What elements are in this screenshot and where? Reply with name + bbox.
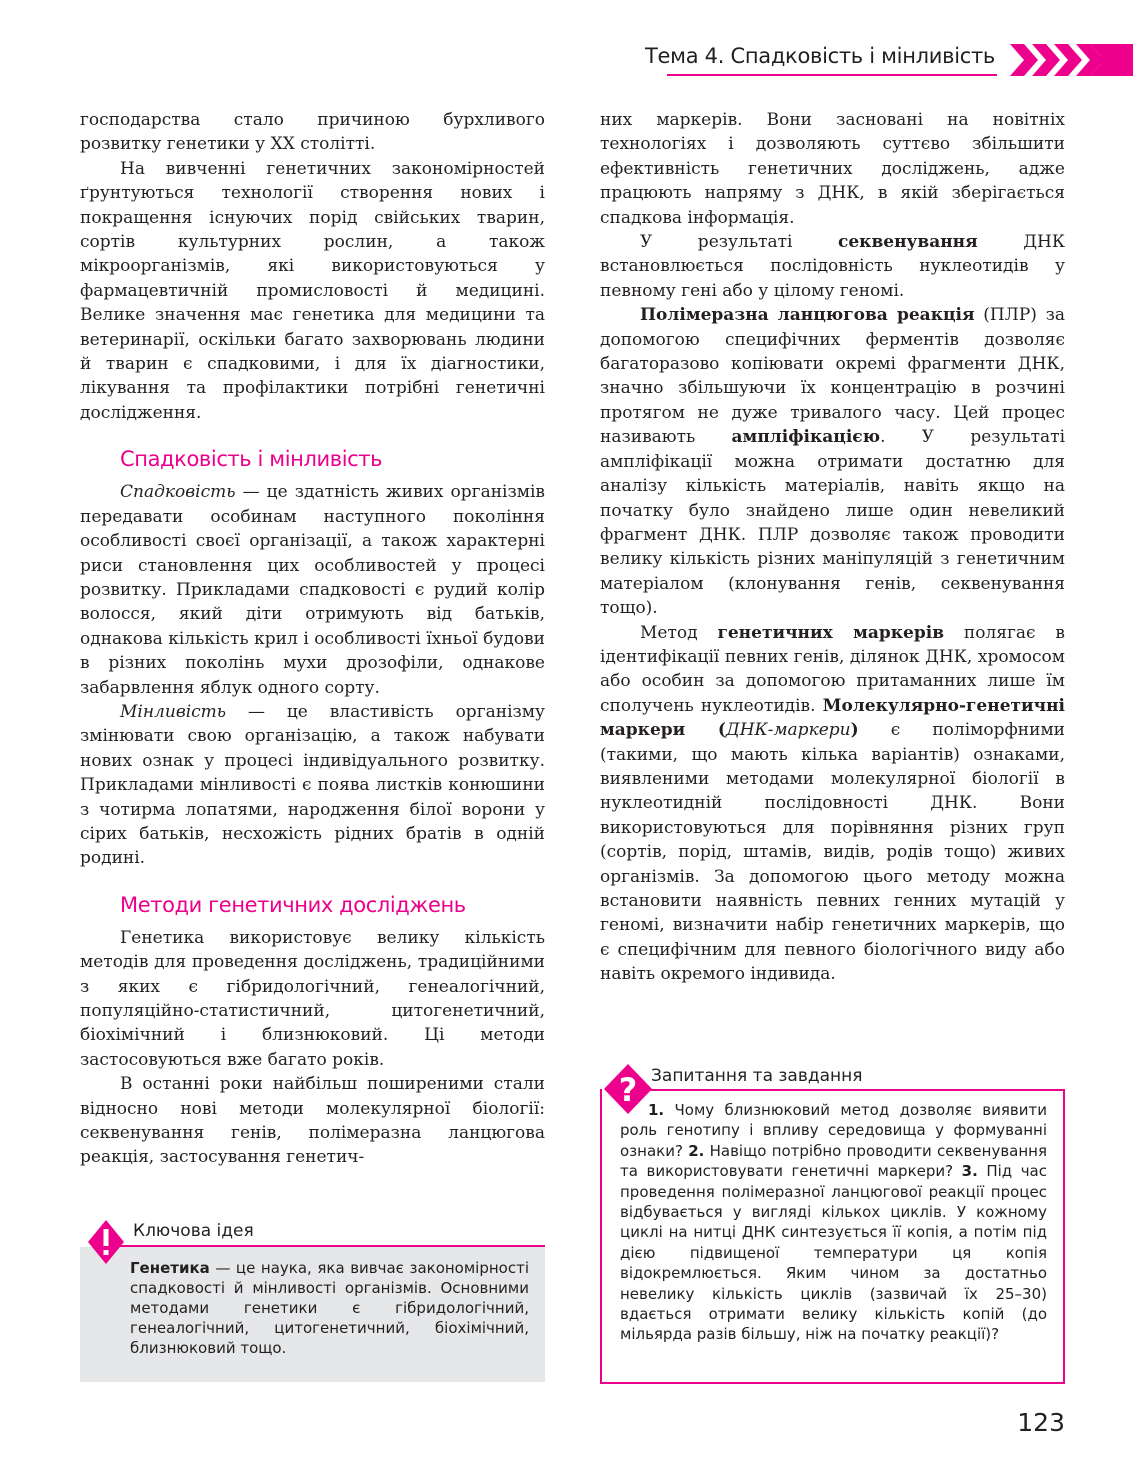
questions-text bbox=[620, 1100, 1047, 1345]
term-amplification: ампліфікацією bbox=[731, 427, 881, 448]
paragraph: В останні роки найбільш поширеними стали відносно нові методи молекулярної біології: секвенування генів, полімеразна ланцюгова реакція, застосування генетич- bbox=[80, 1074, 545, 1168]
questions-box bbox=[600, 1062, 1065, 1384]
term-molecular-markers: Молекулярно-генетичні маркери bbox=[600, 695, 1065, 741]
key-idea-rule bbox=[120, 1245, 545, 1247]
questions-rule bbox=[638, 1089, 1065, 1091]
term-dna-markers: ДНК-маркери bbox=[725, 720, 851, 741]
key-idea-box bbox=[80, 1214, 545, 1382]
questions-label: Запитання та завдання bbox=[651, 1066, 863, 1086]
left-column bbox=[80, 108, 545, 1170]
paragraph: На вивченні генетичних закономірностей ґрунтуються технології створення нових і покращення існуючих порід свійських тварин, сортів культурних рослин, а також мікроорганізмів, які використовуються у фармацевтичній промисловості й медицині. Велике значення має генетика для медицини та ветеринарії, оскільки багато захворювань людини й тварин є спадковими, і для їх діагностики, лікування та профілактики потрібні генетичні дослідження. bbox=[80, 158, 545, 423]
paragraph-markers: Метод генетичних маркерів полягає в ідентифікації певних генів, ділянок ДНК, хромосом або особин за допомогою притаманних лише їм сполучень нуклеотидів. Молекулярно-генетичні маркери (ДНК-маркери) є поліморфними (такими, що мають кілька варіантів) ознаками, виявленими методами молекулярної біології в нуклеотидній послідовності ДНК. Вони використовуються для порівняння різних груп (сортів, порід, штамів, видів, родів тощо) живих організмів. За допомогою цього методу можна встановити наявність певних генних мутацій у геномі, визначити набір генетичних маркерів, що є специфічним для певного біологічного виду або навіть окремого індивида. bbox=[600, 622, 1065, 985]
term-sequencing: секвенування bbox=[838, 232, 978, 253]
key-idea-text: Генетика — це наука, яка вивчає закономірності спадковості й мінливості організмів. Основними методами генетики є гібридологічний, генеалогічний, цитогенетичний, біохімічний, близнюковий тощо. bbox=[80, 1247, 545, 1382]
term-heredity: Спадковість bbox=[120, 482, 236, 503]
paragraph-variability: Мінливість — це властивість організму змінювати свою організацію, а також набувати нових ознак у процесі індивідуального розвитку. Прикладами мінливості є поява листків конюшини з чотирма лопатями, народження білої ворони у сірих батьків, несхожість рідних братів в одній родині. bbox=[80, 701, 545, 869]
svg-text:?: ? bbox=[618, 1071, 638, 1109]
paragraph: Генетика використовує велику кількість методів для проведення досліджень, традиційними з яких є гібридологічний, генеалогічний, популяційно-статистичний, цитогенетичний, біохімічний і близнюковий. Ці методи застосовуються вже багато років. bbox=[80, 927, 545, 1070]
question-number: 3. bbox=[961, 1162, 978, 1181]
chevrons-icon bbox=[1010, 44, 1133, 76]
question-2: Навіщо потрібно проводити секвенування та використовувати генетичні маркери? bbox=[620, 1141, 1047, 1181]
paragraph: господарства стало причиною бурхливого розвитку генетики у XX столітті. bbox=[80, 110, 545, 155]
chapter-title: Тема 4. Спадковість і мінливість bbox=[645, 44, 995, 68]
page-header bbox=[0, 38, 1133, 82]
page-number: 123 bbox=[1017, 1408, 1065, 1437]
paragraph-heredity: Спадковість — це здатність живих організмів передавати особинам наступного покоління особливості своєї організації, а також характерні риси становлення цих особливостей у процесі розвитку. Прикладами спадковості є рудий колір волосся, який діти отримують від батьків, однакова кількість крил і особливості їхньої будови в різних поколінь мухи дрозофіли, однакове забарвлення яблук одного сорту. bbox=[80, 482, 545, 698]
key-idea-label: Ключова ідея bbox=[133, 1221, 254, 1241]
paragraph: них маркерів. Вони засновані на новітніх технологіях і дозволяють суттєво збільшити ефективність генетичних досліджень, адже працюють напряму з ДНК, в якій зберігається спадкова інформація. bbox=[600, 110, 1065, 228]
term-genetics: Генетика bbox=[130, 1259, 210, 1277]
term-variability: Мінливість bbox=[120, 701, 227, 722]
paragraph-sequencing: У результаті секвенування ДНК встановлюється послідовність нуклеотидів у певному гені або у цілому геномі. bbox=[600, 232, 1065, 301]
question-1: Чому близнюковий метод дозволяє виявити роль генотипу і впливу середовища у формуванні ознаки? bbox=[620, 1101, 1047, 1160]
term-genetic-markers: генетичних маркерів bbox=[717, 622, 945, 643]
right-column bbox=[600, 108, 1065, 987]
paragraph-pcr: Полімеразна ланцюгова реакція (ПЛР) за допомогою специфічних ферментів дозволяє багаторазово копіювати окремі фрагменти ДНК, значно збільшуючи їх концентрацію в розчині протягом не дуже тривалого часу. Цей процес називають ампліфікацією. У результаті ампліфікації можна отримати достатню для аналізу кількість матеріалів, навіть якщо на початку було знайдено лише один невеликий фрагмент ДНК. ПЛР дозволяє також проводити велику кількість різних маніпуляцій з генетичним матеріалом (клонування генів, секвенування тощо). bbox=[600, 305, 1066, 619]
section-heading-heredity: Спадковість і мінливість bbox=[120, 447, 383, 472]
question-3: Під час проведення полімеразної ланцюгової реакції процес відбувається у вигляді кількох циклів. У кожному циклі на нитці ДНК синтезується її копія, а потім під дією підвищеної температури ця копія відокремлюється. Яким чином за достатньо невелику кількість циклів (зазвичай їх 25–30) вдається отримати велику кількість копій (до мільярда разів більшу, ніж на початку реакції)? bbox=[620, 1162, 1047, 1344]
question-number: 1. bbox=[648, 1101, 665, 1119]
section-heading-methods: Методи генетичних досліджень bbox=[120, 892, 466, 917]
question-number: 2. bbox=[688, 1141, 705, 1160]
exclamation-icon bbox=[86, 1218, 126, 1266]
term-pcr: Полімеразна ланцюгова реакція bbox=[640, 305, 975, 326]
header-underline bbox=[667, 74, 997, 76]
